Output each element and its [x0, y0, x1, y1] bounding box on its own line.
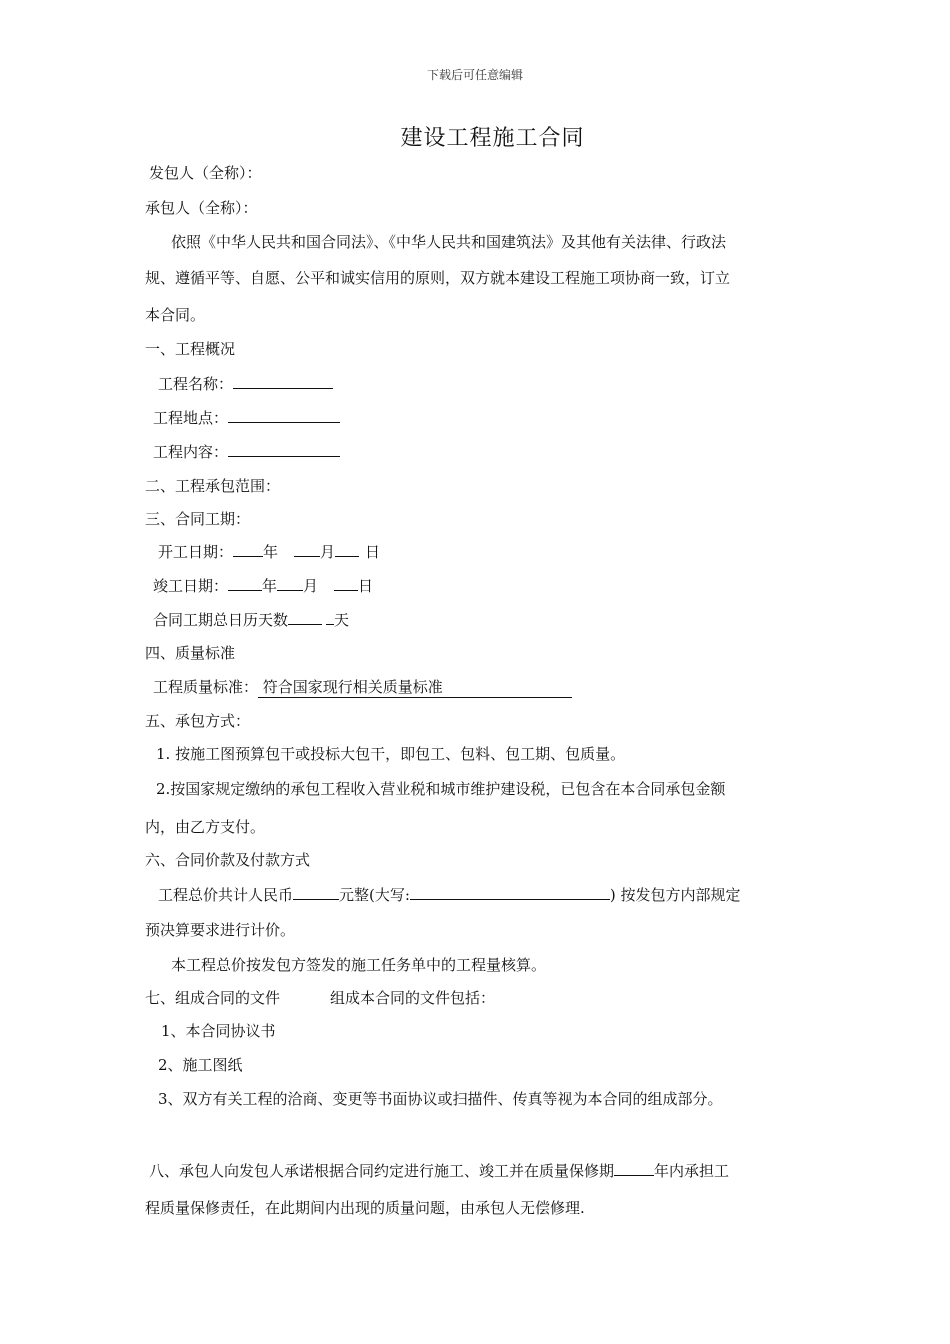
start-month-unit: 月 [320, 543, 336, 561]
end-month-blank[interactable] [277, 575, 303, 591]
end-month-unit: 月 [303, 577, 319, 595]
document-item-2: 2、施工图纸 [158, 1056, 243, 1074]
section-7-heading: 七、组成合同的文件 [145, 989, 281, 1007]
quality-standard-row [153, 677, 572, 698]
price-note: 本工程总价按发包方签发的施工任务单中的工程量核算。 [171, 956, 547, 974]
section-8-line-2: 程质量保修责任，在此期间内出现的质量问题，由承包人无偿修理. [145, 1199, 585, 1217]
start-date-label: 开工日期： [158, 543, 234, 561]
price-mid: 元整(大写: [339, 886, 410, 904]
section-5-heading: 五、承包方式： [145, 712, 251, 730]
project-name-blank[interactable] [233, 373, 333, 389]
project-content-blank[interactable] [228, 441, 340, 457]
total-days-blank[interactable] [288, 609, 322, 625]
party-b-label: 承包人（全称）： [145, 199, 258, 217]
document-item-1: 1、本合同协议书 [161, 1022, 276, 1040]
section-7-row [145, 988, 495, 1008]
end-year-unit: 年 [262, 577, 278, 595]
end-date-row [153, 575, 373, 596]
party-b-line [145, 198, 258, 218]
start-year-blank[interactable] [233, 541, 263, 557]
quality-standard-label: 工程质量标准： [153, 678, 259, 696]
section-3-heading: 三、合同工期： [145, 510, 251, 528]
project-location-row [153, 407, 340, 428]
contract-method-item-1: 1. 按施工图预算包干或投标大包干，即包工、包料、包工期、包质量。 [156, 745, 626, 763]
total-days-unit: 天 [334, 611, 350, 629]
intro-line-2: 规、遵循平等、自愿、公平和诚实信用的原则，双方就本建设工程施工项协商一致，订立 [145, 269, 731, 287]
warranty-suffix: 年内承担工 [654, 1162, 730, 1180]
section-4-heading: 四、质量标准 [145, 644, 236, 662]
end-day-unit: 日 [358, 577, 374, 595]
price-line-2: 预决算要求进行计价。 [145, 921, 296, 939]
end-year-blank[interactable] [228, 575, 262, 591]
project-content-label: 工程内容： [153, 443, 229, 461]
section-8-line-1 [149, 1160, 729, 1181]
section-1-heading: 一、工程概况 [145, 340, 236, 358]
header-note: 下载后可任意编辑 [426, 68, 523, 82]
section-2-heading: 二、工程承包范围： [145, 477, 281, 495]
warranty-prefix: 八、承包人向发包人承诺根据合同约定进行施工、竣工并在质量保修期 [149, 1162, 615, 1180]
price-prefix: 工程总价共计人民币 [158, 886, 294, 904]
project-location-blank[interactable] [228, 407, 340, 423]
end-date-label: 竣工日期： [153, 577, 229, 595]
party-a-line [149, 163, 262, 183]
section-6-heading: 六、合同价款及付款方式 [145, 851, 311, 869]
warranty-years-blank[interactable] [614, 1160, 654, 1176]
start-month-blank[interactable] [294, 541, 320, 557]
start-day-blank[interactable] [335, 541, 359, 557]
total-days-blank-2 [326, 609, 334, 625]
contract-method-item-2-line-2: 内，由乙方支付。 [145, 818, 266, 836]
start-day-unit: 日 [365, 543, 381, 561]
end-day-blank[interactable] [334, 575, 358, 591]
total-days-row [153, 609, 349, 630]
document-item-3: 3、双方有关工程的洽商、变更等书面协议或扫描件、传真等视为本合同的组成部分。 [158, 1090, 723, 1108]
quality-standard-value: 符合国家现行相关质量标准 [262, 678, 443, 696]
project-name-label: 工程名称： [158, 375, 234, 393]
price-suffix: ) 按发包方内部规定 [609, 886, 741, 904]
price-amount-blank[interactable] [293, 884, 339, 900]
section-7-subheading: 组成本合同的文件包括： [330, 989, 496, 1007]
price-words-blank[interactable] [410, 884, 610, 900]
total-price-row [158, 884, 741, 905]
document-title: 建设工程施工合同 [400, 126, 585, 151]
project-name-row [158, 373, 333, 394]
intro-line-3: 本合同。 [145, 306, 206, 324]
start-date-row [158, 541, 380, 562]
contract-method-item-2-line-1: 2.按国家规定缴纳的承包工程收入营业税和城市维护建设税，已包含在本合同承包金额 [156, 780, 726, 798]
project-content-row [153, 441, 340, 462]
intro-line-1: 依照《中华人民共和国合同法》、《中华人民共和国建筑法》及其他有关法律、行政法 [171, 233, 727, 251]
total-days-label: 合同工期总日历天数 [153, 611, 289, 629]
start-year-unit: 年 [263, 543, 279, 561]
party-a-label: 发包人（全称）： [149, 164, 262, 182]
project-location-label: 工程地点： [153, 409, 229, 427]
quality-standard-field[interactable] [258, 677, 572, 698]
